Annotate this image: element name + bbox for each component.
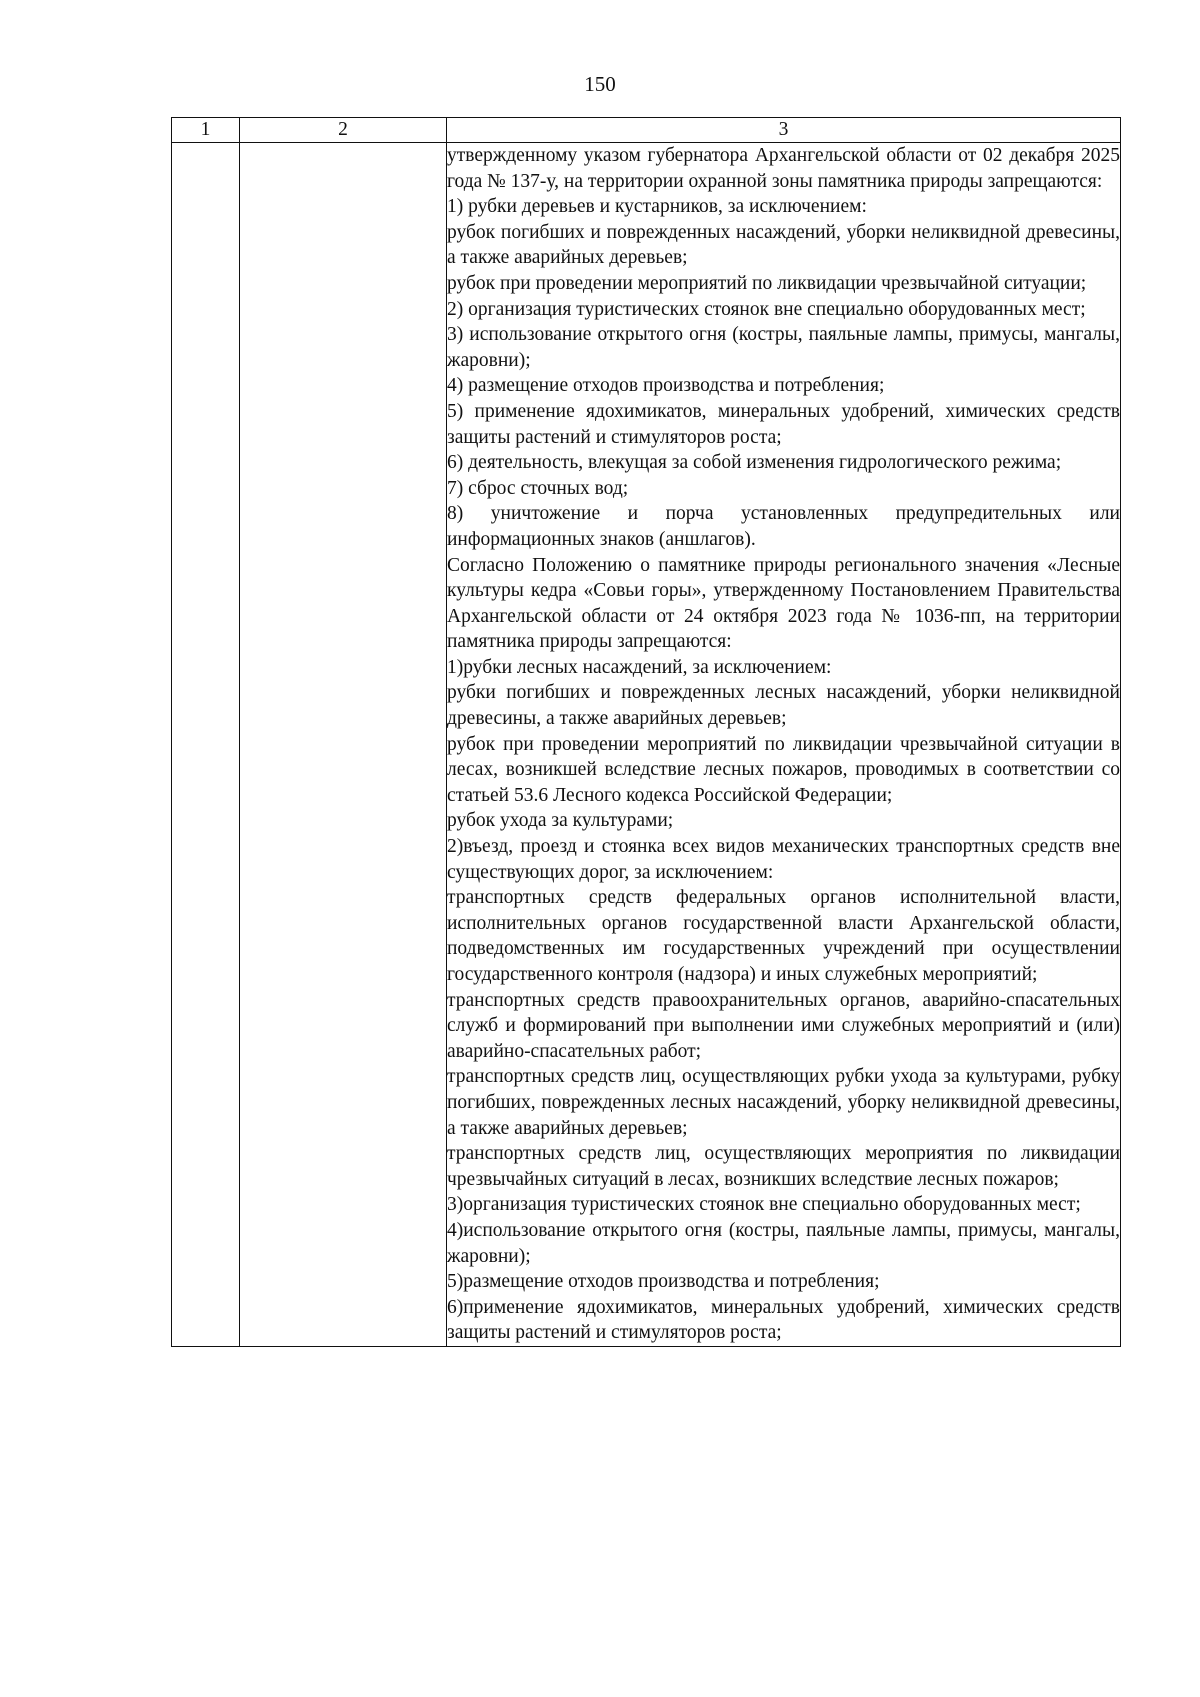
- paragraph: 3)организация туристических стоянок вне специально оборудованных мест;: [447, 1194, 1081, 1216]
- column-2-cell: [240, 143, 447, 1347]
- paragraph: 7) сброс сточных вод;: [447, 477, 629, 499]
- column-header-1: 1: [172, 118, 240, 143]
- page-number: 150: [584, 72, 616, 96]
- paragraph: транспортных средств лиц, осуществляющих мероприятия по ликвидации чрезвычайных ситуаций в лесах, возникших вследствие лесных пожаров;: [447, 1143, 1120, 1190]
- paragraph: 6) деятельность, влекущая за собой изменения гидрологического режима;: [447, 452, 1062, 474]
- paragraph: 2)въезд, проезд и стоянка всех видов механических транспортных средств вне существующих дорог, за исключением:: [447, 836, 1120, 883]
- regulation-table: [171, 117, 1121, 1347]
- table-body: [172, 143, 1121, 1347]
- paragraph: 4) размещение отходов производства и потребления;: [447, 375, 885, 397]
- paragraph: рубки погибших и поврежденных лесных насаждений, уборки неликвидной древесины, а также аварийных деревьев;: [447, 682, 1120, 730]
- paragraph: 2) организация туристических стоянок вне специально оборудованных мест;: [447, 298, 1086, 320]
- paragraph: 5)размещение отходов производства и потребления;: [447, 1271, 880, 1293]
- paragraph: рубок при проведении мероприятий по ликвидации чрезвычайной ситуации;: [447, 272, 1087, 294]
- table-header: [172, 118, 1121, 143]
- paragraph: рубок погибших и поврежденных насаждений, уборки неликвидной древесины, а также аварийных деревьев;: [447, 221, 1120, 269]
- paragraph: транспортных средств лиц, осуществляющих рубки ухода за культурами, рубку погибших, поврежденных лесных насаждений, уборку неликвидной древесины, а также аварийных деревьев;: [447, 1066, 1120, 1139]
- paragraph: 5) применение ядохимикатов, минеральных удобрений, химических средств защиты растений и стимуляторов роста;: [447, 400, 1120, 448]
- column-3-cell: [447, 143, 1121, 1347]
- paragraph: 4)использование открытого огня (костры, паяльные лампы, примусы, мангалы, жаровни);: [447, 1219, 1120, 1267]
- paragraph: рубок ухода за культурами;: [447, 810, 674, 832]
- column-header-2: 2: [240, 118, 447, 143]
- paragraph: 1) рубки деревьев и кустарников, за исключением:: [447, 196, 867, 218]
- column-header-3: 3: [447, 118, 1121, 143]
- paragraph: 8) уничтожение и порча установленных предупредительных или информационных знаков (аншлагов).: [447, 503, 1120, 550]
- column-1-cell: [172, 143, 240, 1347]
- paragraph: транспортных средств правоохранительных органов, аварийно-спасательных служб и формирований при выполнении ими служебных мероприятий и (или) аварийно-спасательных работ;: [447, 989, 1120, 1062]
- table-row: [172, 143, 1121, 1347]
- header-row: [172, 118, 1121, 143]
- paragraph: рубок при проведении мероприятий по ликвидации чрезвычайной ситуации в лесах, возникшей вследствие лесных пожаров, проводимых в соответствии со статьей 53.6 Лесного кодекса Российской Федерации;: [447, 733, 1120, 806]
- paragraph: 1)рубки лесных насаждений, за исключением:: [447, 656, 832, 678]
- paragraph: 6)применение ядохимикатов, минеральных удобрений, химических средств защиты растений и стимуляторов роста;: [447, 1296, 1120, 1344]
- paragraph: утвержденному указом губернатора Архангельской области от 02 декабря 2025 года № 137-у, на территории охранной зоны памятника природы запрещаются:: [447, 145, 1120, 192]
- paragraph: транспортных средств федеральных органов исполнительной власти, исполнительных органов государственной власти Архангельской области, подведомственных им государственных учреждений при осуществлении государственного контроля (надзора) и иных служебных мероприятий;: [447, 887, 1120, 985]
- paragraph: Согласно Положению о памятнике природы регионального значения «Лесные культуры кедра «Совьи горы», утвержденному Постановлением Правительства Архангельской области от 24 октября 2023 года № 1036-пп, на территории памятника природы запрещаются:: [447, 554, 1120, 653]
- paragraph: 3) использование открытого огня (костры, паяльные лампы, примусы, мангалы, жаровни);: [447, 324, 1120, 371]
